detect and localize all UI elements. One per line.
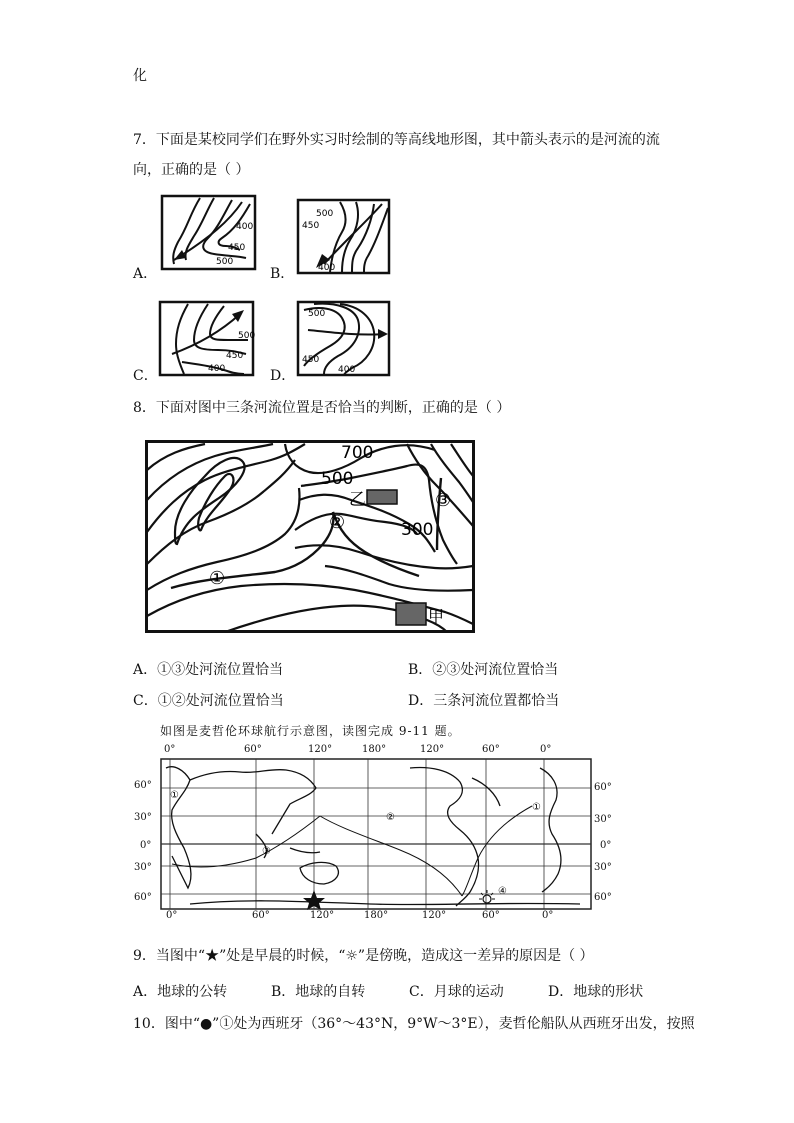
q8-location-yi-box [367,490,397,504]
q8-option-c: C．①②处河流位置恰当 [133,693,284,709]
q8-river-3-label: ③ [435,490,452,511]
q8-contour-300-label: 300 [401,520,434,540]
q7-c-contour-400: 400 [208,364,226,374]
lat-right-1: 30° [594,814,612,825]
lat-right-2: 0° [600,840,612,851]
page-fragment-text: 化 [133,68,147,84]
q7-c-contour-500: 500 [238,331,255,341]
lon-top-1: 60° [244,744,262,755]
lon-bottom-5: 60° [482,910,500,921]
q9-stem: 9．当图中“★”处是早晨的时候，“☼”是傍晚，造成这一差异的原因是（ ） [133,948,594,964]
q7-a-contour-450: 450 [228,243,246,253]
q8-river-2-label: ② [329,512,346,533]
q7-option-d-label: D． [270,368,296,384]
lon-bottom-4: 120° [422,910,447,921]
q7-option-a-contour-map [160,194,257,271]
q8-yi-label: 乙 [349,490,366,510]
q7-a-contour-500: 500 [216,257,234,267]
q7-d-contour-450: 450 [302,355,320,365]
q7-a-contour-400: 400 [236,222,254,232]
lon-bottom-6: 0° [542,910,554,921]
lat-left-0: 60° [134,780,152,791]
q9-11-intro: 如图是麦哲伦环球航行示意图，读图完成 9-11 题。 [160,724,461,738]
q8-stem: 8．下面对图中三条河流位置是否恰当的判断，正确的是（ ） [133,400,511,416]
route-marker-1-east: ① [532,802,541,813]
q8-location-jia-box [396,603,426,625]
q7-b-contour-450: 450 [302,221,320,231]
q7-option-b-contour-map [296,198,391,275]
lat-right-4: 60° [594,892,612,903]
lat-left-2: 0° [140,840,152,851]
lat-left-4: 60° [134,892,152,903]
world-map-graphic [160,758,592,910]
q8-option-d: D．三条河流位置都恰当 [408,693,560,709]
q8-jia-label: 甲 [428,607,445,626]
lat-left-3: 30° [134,862,152,873]
lon-top-0: 0° [164,744,176,755]
lon-top-4: 120° [420,744,445,755]
lat-right-3: 30° [594,862,612,873]
route-marker-2: ② [386,812,395,823]
q8-option-a: A．①③处河流位置恰当 [133,662,284,678]
route-marker-4: ④ [498,886,507,897]
q8-river-contour-map [145,440,475,633]
q9-option-d: D．地球的形状 [548,984,644,1000]
lon-bottom-0: 0° [166,910,178,921]
lon-top-3: 180° [362,744,387,755]
q7-option-b-label: B． [270,266,295,282]
q7-option-d-contour-map [296,300,391,377]
q10-stem: 10．图中“●”①处为西班牙（36°～43°N，9°W～3°E），麦哲伦船队从西班牙出发，按照 [133,1016,695,1032]
lon-top-5: 60° [482,744,500,755]
magellan-voyage-map [130,746,620,926]
sun-marker-icon [479,890,495,903]
q9-option-b: B．地球的自转 [271,984,366,1000]
q7-stem-line2: 向，正确的是（ ） [133,162,250,178]
q9-option-c: C．月球的运动 [409,984,504,1000]
q8-option-b: B．②③处河流位置恰当 [408,662,559,678]
lat-right-0: 60° [594,782,612,793]
lon-bottom-2: 120° [310,910,335,921]
q7-option-a-label: A． [133,266,158,282]
lon-bottom-1: 60° [252,910,270,921]
lat-left-1: 30° [134,812,152,823]
q7-option-c-label: C． [133,368,158,384]
q7-b-contour-500: 500 [316,209,334,219]
q8-contour-700-label: 700 [341,443,374,463]
q8-contour-500-label: 500 [321,469,354,489]
q8-river-1-label: ① [209,568,226,589]
route-marker-3: ③ [262,846,271,857]
route-marker-1-west: ① [170,790,179,801]
q9-option-a: A．地球的公转 [133,984,228,1000]
q7-b-contour-400: 400 [318,263,336,273]
q7-stem-line1: 7．下面是某校同学们在野外实习时绘制的等高线地形图，其中箭头表示的是河流的流 [133,132,660,148]
q7-d-contour-500: 500 [308,309,326,319]
q7-d-contour-400: 400 [338,365,356,375]
lon-top-6: 0° [540,744,552,755]
q7-option-c-contour-map [158,300,255,377]
lon-top-2: 120° [308,744,333,755]
lon-bottom-3: 180° [364,910,389,921]
q7-c-contour-450: 450 [226,351,244,361]
